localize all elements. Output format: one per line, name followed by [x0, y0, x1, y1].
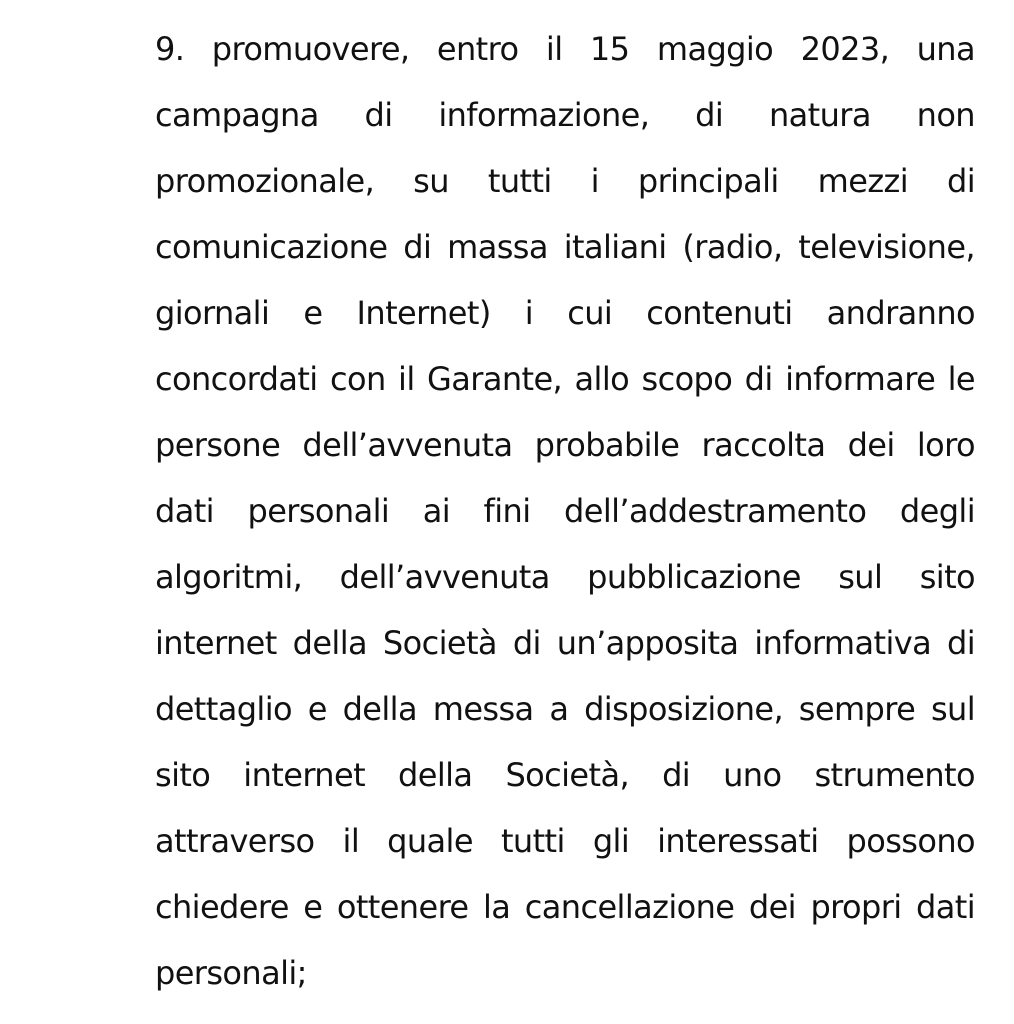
text-line-15: personali; [155, 954, 307, 992]
text-line-8: dati personali ai fini dell’addestramento degli [155, 492, 975, 530]
text-line-10: internet della Società di un’apposita informativa di [155, 624, 975, 662]
text-line-13: attraverso il quale tutti gli interessati possono [155, 822, 975, 860]
text-line-9: algoritmi, dell’avvenuta pubblicazione sul sito [155, 558, 975, 596]
text-line-4: comunicazione di massa italiani (radio, televisione, [155, 228, 975, 266]
text-line-7: persone dell’avvenuta probabile raccolta dei loro [155, 426, 975, 464]
text-line-2: campagna di informazione, di natura non [155, 96, 975, 134]
text-line-6: concordati con il Garante, allo scopo di informare le [155, 360, 975, 398]
text-line-3: promozionale, su tutti i principali mezzi di [155, 162, 975, 200]
text-line-14: chiedere e ottenere la cancellazione dei propri dati [155, 888, 975, 926]
text-line-11: dettaglio e della messa a disposizione, sempre sul [155, 690, 975, 728]
text-line-12: sito internet della Società, di uno strumento [155, 756, 975, 794]
text-line-1: 9. promuovere, entro il 15 maggio 2023, una [155, 30, 975, 68]
text-line-5: giornali e Internet) i cui contenuti andranno [155, 294, 975, 332]
paragraph-item-9 [155, 27, 975, 1017]
